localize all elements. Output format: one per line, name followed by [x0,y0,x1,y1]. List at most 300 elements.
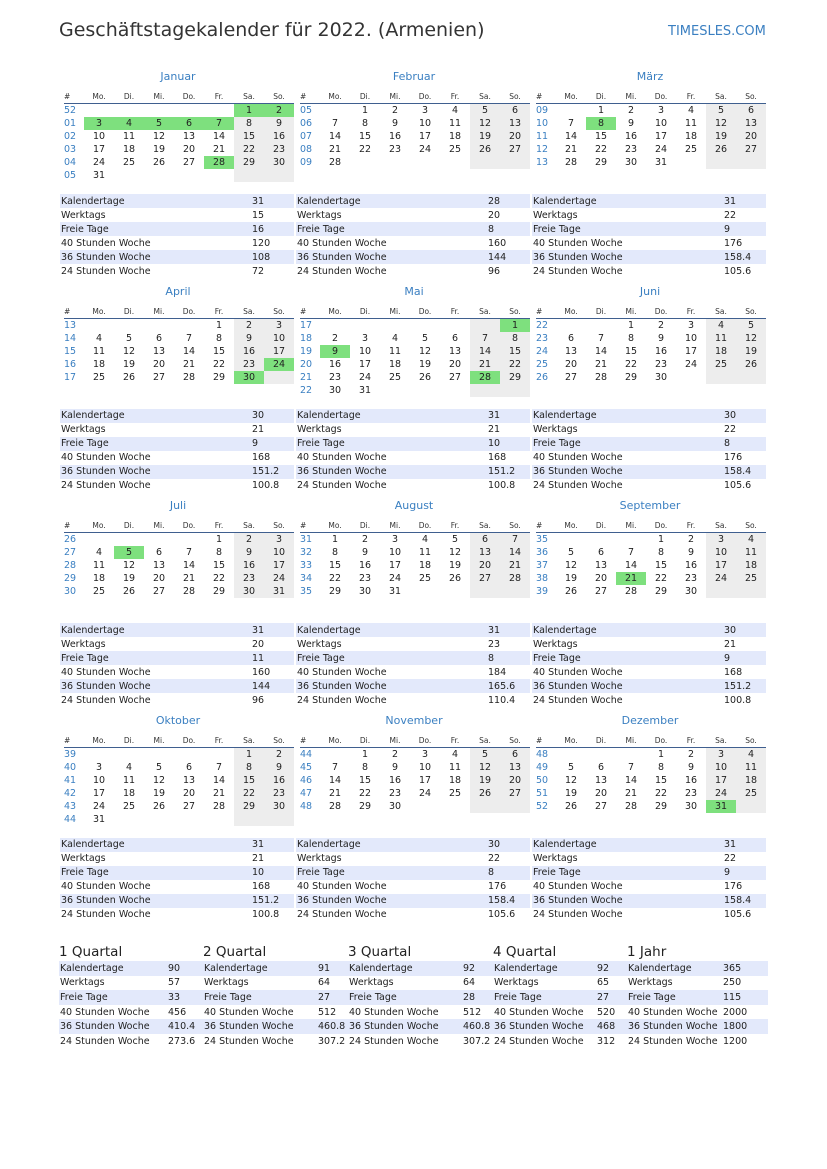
stat-value: 165.6 [487,679,530,693]
day-cell: 13 [594,560,608,571]
day-cell [410,800,440,813]
weekday-header: Do. [174,305,204,319]
day-cell: 13 [448,345,462,357]
day-cell: 30 [234,371,264,384]
day-cell: 6 [500,747,530,761]
stat-value: 92 [462,961,493,976]
week-row [64,585,294,598]
day-cell: 21 [328,144,342,155]
day-cell: 20 [594,573,608,584]
stat-label: 36 Stunden Woche [627,1019,722,1034]
stat-row [60,479,294,493]
stat-row [532,437,766,451]
stat-value: 22 [724,209,737,221]
day-cell: 21 [564,144,578,155]
stat-row [60,465,294,479]
day-cell: 4 [391,332,399,344]
week-number: 25 [536,358,549,370]
stat-value: 512 [318,1006,337,1018]
day-cell: 10 [418,118,432,129]
month-block [60,714,296,929]
stat-value: 30 [723,623,766,637]
weekday-header: Di. [350,90,380,104]
stat-row [60,264,294,278]
day-cell: 3 [657,105,665,116]
stat-row [60,437,294,451]
day-cell [204,169,234,182]
day-cell: 14 [624,774,638,786]
day-cell: 17 [418,774,432,786]
day-cell: 3 [391,534,399,545]
day-cell: 29 [212,371,226,383]
stat-value: 8 [487,222,530,236]
stat-row [203,976,348,991]
stat-row [296,665,530,679]
stat-row [60,679,294,693]
week-number: 39 [536,586,549,597]
stat-row [296,880,530,894]
day-cell [114,169,144,182]
stat-label: 24 Stunden Woche [533,265,623,277]
week-number: 07 [300,131,313,142]
stat-label: Werktags [533,638,578,650]
stat-row [627,990,768,1005]
weekday-header: Mo. [320,519,350,533]
day-cell: 7 [627,547,635,558]
day-cell: 19 [122,358,136,370]
stat-row [296,852,530,866]
week-row [300,104,530,118]
week-number: 34 [300,573,313,584]
stat-value: 512 [463,1006,482,1018]
stat-value: 96 [488,265,501,277]
week-number: 42 [64,787,77,799]
day-cell [174,813,204,826]
weekday-header: Do. [410,519,440,533]
day-cell: 17 [654,131,668,142]
week-number: 44 [64,813,77,825]
stat-value: 468 [596,1019,627,1034]
month-stats [532,194,766,278]
day-cell [736,585,766,598]
stat-label: 40 Stunden Woche [297,666,387,678]
day-cell: 26 [564,586,578,597]
day-cell: 1 [361,748,369,760]
day-cell: 30 [684,800,698,812]
weekday-header: Mo. [320,734,350,748]
stat-value: 151.2 [251,465,294,479]
day-cell [84,318,114,332]
day-cell: 19 [418,358,432,370]
weekday-header: Fr. [440,90,470,104]
day-cell: 9 [627,118,635,129]
day-cell [380,384,410,397]
stat-row [532,479,766,493]
week-number: 01 [64,118,77,129]
week-number: 45 [300,761,313,773]
week-number: 30 [64,586,77,597]
stat-value: 91 [317,961,348,976]
day-cell [616,747,646,761]
day-cell: 8 [215,547,223,558]
day-cell [500,585,530,598]
weekday-header-row [300,90,530,104]
day-cell: 5 [114,546,144,559]
day-cell: 11 [122,774,136,786]
day-cell [410,585,440,598]
month-stats [296,838,530,922]
stat-row [60,852,294,866]
weekday-header: Mi. [616,305,646,319]
stat-row [532,222,766,236]
day-cell [736,800,766,813]
stat-row [60,423,294,437]
weekday-header: # [536,305,556,319]
stat-row [296,264,530,278]
day-cell: 23 [388,787,402,799]
quarter-title: 1 Quartal [59,944,123,960]
day-cell: 11 [92,345,106,357]
day-cell: 27 [594,800,608,812]
month-block [296,70,532,285]
page-title: Geschäftstagekalender für 2022. (Armenien) [59,19,485,41]
day-cell: 21 [212,144,226,155]
week-row [64,130,294,143]
stat-label: Kalendertage [348,961,462,976]
stat-label: 24 Stunden Woche [61,694,151,706]
stat-label: 24 Stunden Woche [349,1035,439,1047]
day-cell: 3 [361,332,369,344]
day-cell: 1 [331,534,339,545]
day-cell: 13 [564,345,578,357]
day-cell: 3 [421,105,429,116]
day-cell: 27 [736,143,766,156]
week-row [536,761,766,774]
day-cell: 28 [470,371,500,384]
stat-label: 36 Stunden Woche [296,679,487,693]
day-cell [380,156,410,169]
stat-value: 10 [487,437,530,451]
weekday-header: Mo. [556,734,586,748]
stat-value: 21 [252,424,265,435]
week-number: 39 [64,748,77,760]
week-row [64,761,294,774]
day-cell: 4 [736,533,766,547]
month-block [60,70,296,285]
stat-label: Freie Tage [60,866,251,880]
day-cell: 17 [92,787,106,799]
stat-row [60,250,294,264]
day-cell: 4 [95,332,103,344]
stat-row [60,409,294,423]
week-number: 35 [300,586,313,597]
day-cell: 23 [234,358,264,371]
day-cell: 24 [706,787,736,800]
day-cell: 5 [567,547,575,558]
stat-label: 24 Stunden Woche [61,909,151,920]
day-cell [144,747,174,761]
week-row [64,318,294,332]
stat-row [203,1019,348,1034]
day-cell: 12 [448,547,462,558]
stat-row [627,976,768,991]
day-cell: 22 [328,573,342,584]
day-cell: 25 [388,371,402,383]
day-cell [586,318,616,332]
stat-value: 115 [722,990,768,1005]
stat-value: 20 [488,209,501,221]
stat-value: 31 [251,838,294,852]
stat-value: 31 [487,623,530,637]
stat-row [296,908,530,922]
stat-value: 21 [488,424,501,435]
weekday-header-row [536,305,766,319]
week-row [300,318,530,332]
day-cell: 15 [328,560,342,571]
stat-row [60,880,294,894]
day-cell: 21 [470,358,500,371]
day-cell: 5 [421,332,429,344]
stat-value: 9 [723,222,766,236]
day-cell: 6 [736,104,766,118]
day-cell: 21 [328,787,342,799]
day-cell: 27 [564,371,578,383]
stat-row [296,894,530,908]
day-cell [144,104,174,118]
stat-label: Freie Tage [60,222,251,236]
day-cell: 11 [736,761,766,774]
day-cell: 7 [597,332,605,344]
stat-label: 24 Stunden Woche [297,480,387,491]
stat-value: 160 [488,237,507,249]
stat-label: 40 Stunden Woche [60,1006,150,1018]
day-cell: 7 [331,761,339,773]
day-cell [556,533,586,547]
weekday-header: So. [500,90,530,104]
day-cell: 7 [204,117,234,130]
weekday-header: So. [736,519,766,533]
month-block [296,714,532,929]
stat-label: Freie Tage [296,437,487,451]
day-cell: 11 [448,761,462,773]
quarter-stats [59,961,203,1049]
week-number: 36 [536,547,549,558]
day-cell: 18 [388,358,402,370]
day-cell: 9 [264,761,294,774]
day-cell: 21 [624,787,638,799]
stat-label: Freie Tage [493,990,596,1005]
week-number: 14 [64,332,77,344]
stat-value: 158.4 [723,465,766,479]
day-cell: 30 [684,586,698,597]
stat-label: 24 Stunden Woche [628,1035,718,1047]
week-number: 33 [300,560,313,571]
day-cell: 9 [234,546,264,559]
day-cell: 4 [687,105,695,116]
day-cell: 8 [500,332,530,345]
quarter-block [627,944,768,1049]
day-cell [144,813,174,826]
day-cell: 23 [264,787,294,800]
day-cell: 8 [657,547,665,558]
day-cell: 5 [736,318,766,332]
weekday-header: Sa. [706,305,736,319]
day-cell [320,747,350,761]
day-cell [174,169,204,182]
weekday-header: # [64,305,84,319]
stat-value: 176 [724,452,743,463]
week-row [536,585,766,598]
day-cell: 25 [92,586,106,597]
month-block [296,285,532,500]
weekday-header-row [64,305,294,319]
stat-label: Kalendertage [296,838,487,852]
month-name: September [619,499,681,512]
stat-value: 144 [487,250,530,264]
day-cell: 17 [388,560,402,571]
day-cell: 6 [155,547,163,558]
week-row [536,572,766,585]
day-cell [556,104,586,118]
day-cell [470,800,500,813]
stat-value: 100.8 [252,909,280,920]
week-row [536,143,766,156]
week-row [536,533,766,547]
weekday-header-row [536,90,766,104]
weekday-header: Mo. [556,90,586,104]
day-cell: 24 [264,358,294,371]
weekday-header: Do. [410,90,440,104]
day-cell: 4 [706,318,736,332]
stat-label: 40 Stunden Woche [628,1006,718,1018]
day-cell: 21 [182,573,196,584]
weekday-header-row [300,734,530,748]
week-row [300,358,530,371]
day-cell: 13 [500,761,530,774]
day-cell: 5 [706,104,736,118]
stat-value: 105.6 [488,909,516,920]
day-cell: 17 [706,774,736,787]
stat-row [532,409,766,423]
day-cell: 22 [624,358,638,370]
day-cell: 14 [212,774,226,786]
day-cell: 16 [264,130,294,143]
stat-value: 158.4 [487,894,530,908]
day-cell: 16 [388,774,402,786]
day-cell: 10 [706,546,736,559]
stat-label: Kalendertage [532,409,723,423]
stat-value: 105.6 [724,265,752,277]
day-cell: 23 [234,572,264,585]
day-cell: 18 [736,559,766,572]
stat-value: 520 [597,1006,616,1018]
quarter-title: 1 Jahr [627,944,667,960]
stat-row [296,208,530,222]
stat-label: 40 Stunden Woche [533,452,623,463]
week-row [536,546,766,559]
day-cell: 12 [418,345,432,357]
day-cell: 4 [736,747,766,761]
stat-label: 40 Stunden Woche [297,237,387,249]
day-cell [736,156,766,169]
month-name: Oktober [155,713,201,727]
stat-row [532,637,766,651]
month-calendar [300,734,530,813]
week-number: 05 [64,170,77,181]
month-calendar [536,90,766,169]
day-cell: 16 [654,345,668,357]
day-cell: 30 [264,800,294,813]
weekday-header: Di. [114,519,144,533]
day-cell: 14 [594,345,608,357]
stat-label: Werktags [533,424,578,435]
day-cell: 19 [152,144,166,155]
week-number: 48 [300,800,313,812]
stat-row [59,1019,203,1034]
day-cell: 2 [361,534,369,545]
weekday-header: # [64,90,84,104]
week-number: 37 [536,560,549,571]
day-cell [500,156,530,169]
day-cell: 22 [358,144,372,155]
day-cell: 28 [624,800,638,812]
weekday-header: Mi. [380,90,410,104]
quarter-title: 3 Quartal [348,944,412,960]
day-cell: 29 [234,156,264,169]
day-cell: 7 [627,761,635,773]
stat-label: 40 Stunden Woche [297,452,387,463]
day-cell: 17 [92,144,106,155]
quarter-stats [627,961,768,1049]
week-number: 20 [300,358,313,370]
stat-value: 151.2 [251,894,294,908]
stat-label: Werktags [494,977,539,989]
day-cell: 13 [470,546,500,559]
day-cell: 2 [331,332,339,344]
stat-label: Freie Tage [296,866,487,880]
week-number: 40 [64,761,77,773]
week-row [536,104,766,118]
weekday-header-row [64,734,294,748]
day-cell [114,104,144,118]
week-row [300,533,530,547]
stat-label: Werktags [628,977,673,989]
stat-row [203,1034,348,1049]
week-row [300,332,530,345]
day-cell: 12 [706,117,736,130]
week-row [536,332,766,345]
day-cell: 29 [328,586,342,597]
day-cell: 5 [144,117,174,130]
site-link[interactable]: TIMESLES.COM [668,24,766,39]
day-cell: 16 [684,774,698,786]
stat-row [627,961,768,976]
stat-row [532,451,766,465]
weekday-header: Fr. [204,90,234,104]
week-number: 09 [536,105,549,116]
day-cell: 19 [470,130,500,143]
stat-row [296,250,530,264]
month-calendar [64,734,294,826]
stat-label: Werktags [297,424,342,435]
stat-row [296,437,530,451]
stat-row [60,894,294,908]
stat-value: 184 [488,666,507,678]
weekday-header: Fr. [440,305,470,319]
stat-label: 24 Stunden Woche [204,1035,294,1047]
day-cell: 5 [451,534,459,545]
day-cell [410,156,440,169]
